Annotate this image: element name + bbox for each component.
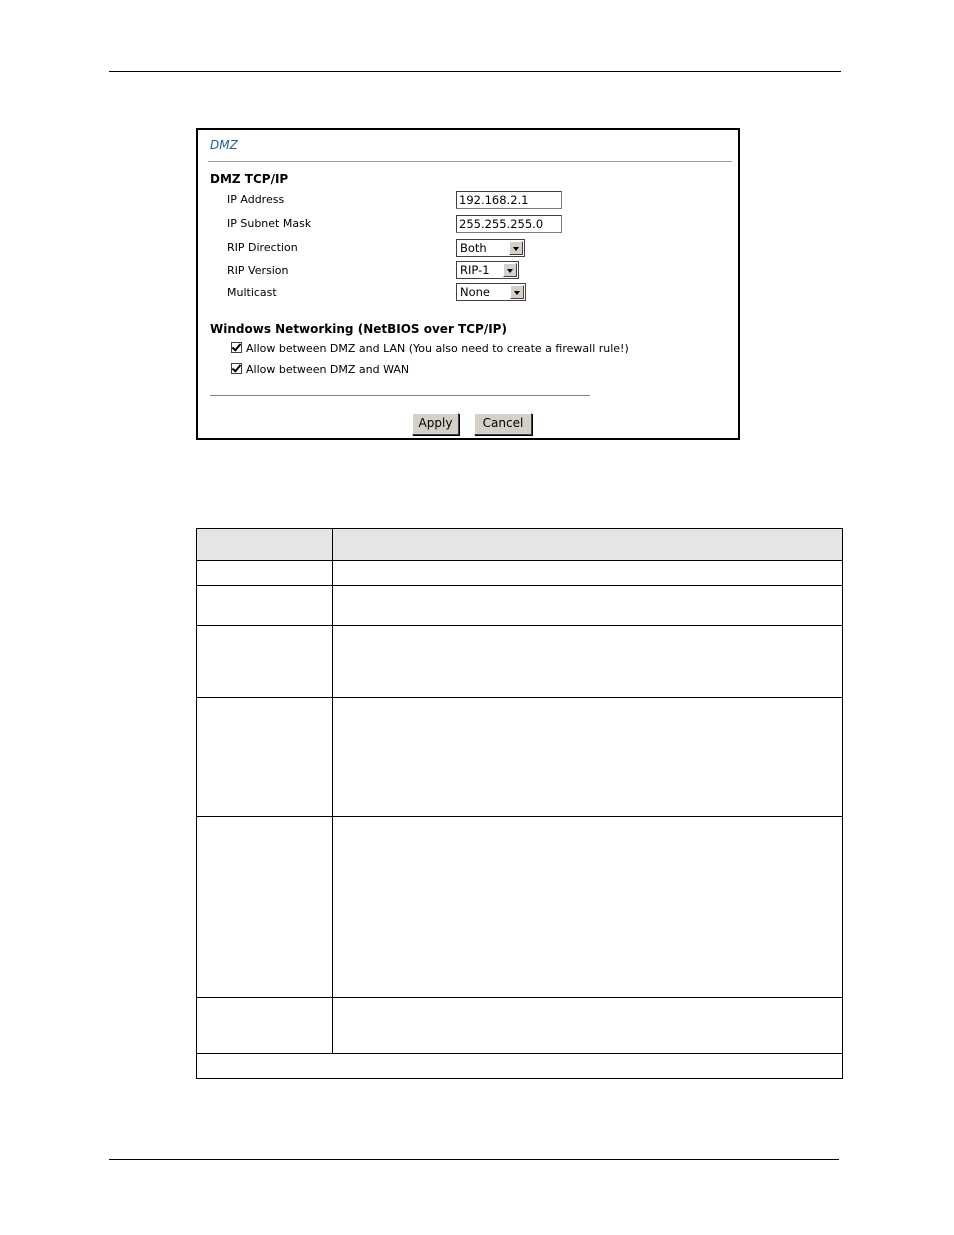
rip-direction-label: RIP Direction xyxy=(227,241,298,254)
field-description-table xyxy=(196,528,843,1079)
table-footer xyxy=(197,1054,843,1079)
table-cell-description xyxy=(333,998,843,1054)
table-cell-label xyxy=(197,817,333,998)
table-cell-label xyxy=(197,626,333,698)
footer-rule xyxy=(109,1159,839,1160)
table-header-label xyxy=(197,529,333,561)
subnet-mask-input[interactable] xyxy=(456,215,562,233)
table-row xyxy=(197,817,843,998)
rip-version-label: RIP Version xyxy=(227,264,289,277)
table-row xyxy=(197,998,843,1054)
table-header-row xyxy=(197,529,843,561)
rip-version-select[interactable] xyxy=(456,261,519,279)
multicast-value: None xyxy=(460,285,491,299)
subnet-mask-label: IP Subnet Mask xyxy=(227,217,312,230)
cancel-button[interactable]: Cancel xyxy=(474,413,532,435)
chevron-down-icon[interactable] xyxy=(509,241,523,255)
header-rule xyxy=(109,71,841,72)
table-cell-description xyxy=(333,586,843,626)
table-cell-description xyxy=(333,817,843,998)
dmz-settings-panel xyxy=(196,128,740,440)
table-cell-label xyxy=(197,998,333,1054)
table-row xyxy=(197,586,843,626)
multicast-label: Multicast xyxy=(227,286,277,299)
chevron-down-icon[interactable] xyxy=(510,285,524,299)
table-row xyxy=(197,561,843,586)
section-dmz-tcpip: DMZ TCP/IP xyxy=(210,172,289,186)
checkmark-icon xyxy=(232,341,242,351)
table-cell-description xyxy=(333,626,843,698)
table-row xyxy=(197,626,843,698)
allow-dmz-wan-label: Allow between DMZ and WAN xyxy=(246,363,410,376)
ip-address-input[interactable] xyxy=(456,191,562,209)
table-row xyxy=(197,698,843,817)
table-footer-row xyxy=(197,1054,843,1079)
table-cell-description xyxy=(333,561,843,586)
allow-dmz-lan-checkbox[interactable] xyxy=(231,342,242,353)
section-windows-networking: Windows Networking (NetBIOS over TCP/IP) xyxy=(210,322,507,336)
table-cell-label xyxy=(197,698,333,817)
chevron-down-icon[interactable] xyxy=(503,263,517,277)
allow-dmz-lan-label: Allow between DMZ and LAN (You also need to create a firewall rule!) xyxy=(246,342,629,355)
panel-title: DMZ xyxy=(210,138,238,152)
allow-dmz-wan-checkbox[interactable] xyxy=(231,363,242,374)
ip-address-label: IP Address xyxy=(227,193,285,206)
table-cell-description xyxy=(333,698,843,817)
rip-version-value: RIP-1 xyxy=(460,263,490,277)
multicast-select[interactable] xyxy=(456,283,526,301)
form-divider xyxy=(210,395,590,396)
rip-direction-select[interactable] xyxy=(456,239,525,257)
checkmark-icon xyxy=(232,362,242,372)
title-divider xyxy=(208,161,732,162)
table-cell-label xyxy=(197,561,333,586)
rip-direction-value: Both xyxy=(460,241,487,255)
table-cell-label xyxy=(197,586,333,626)
table-header-description xyxy=(333,529,843,561)
apply-button[interactable]: Apply xyxy=(412,413,459,435)
